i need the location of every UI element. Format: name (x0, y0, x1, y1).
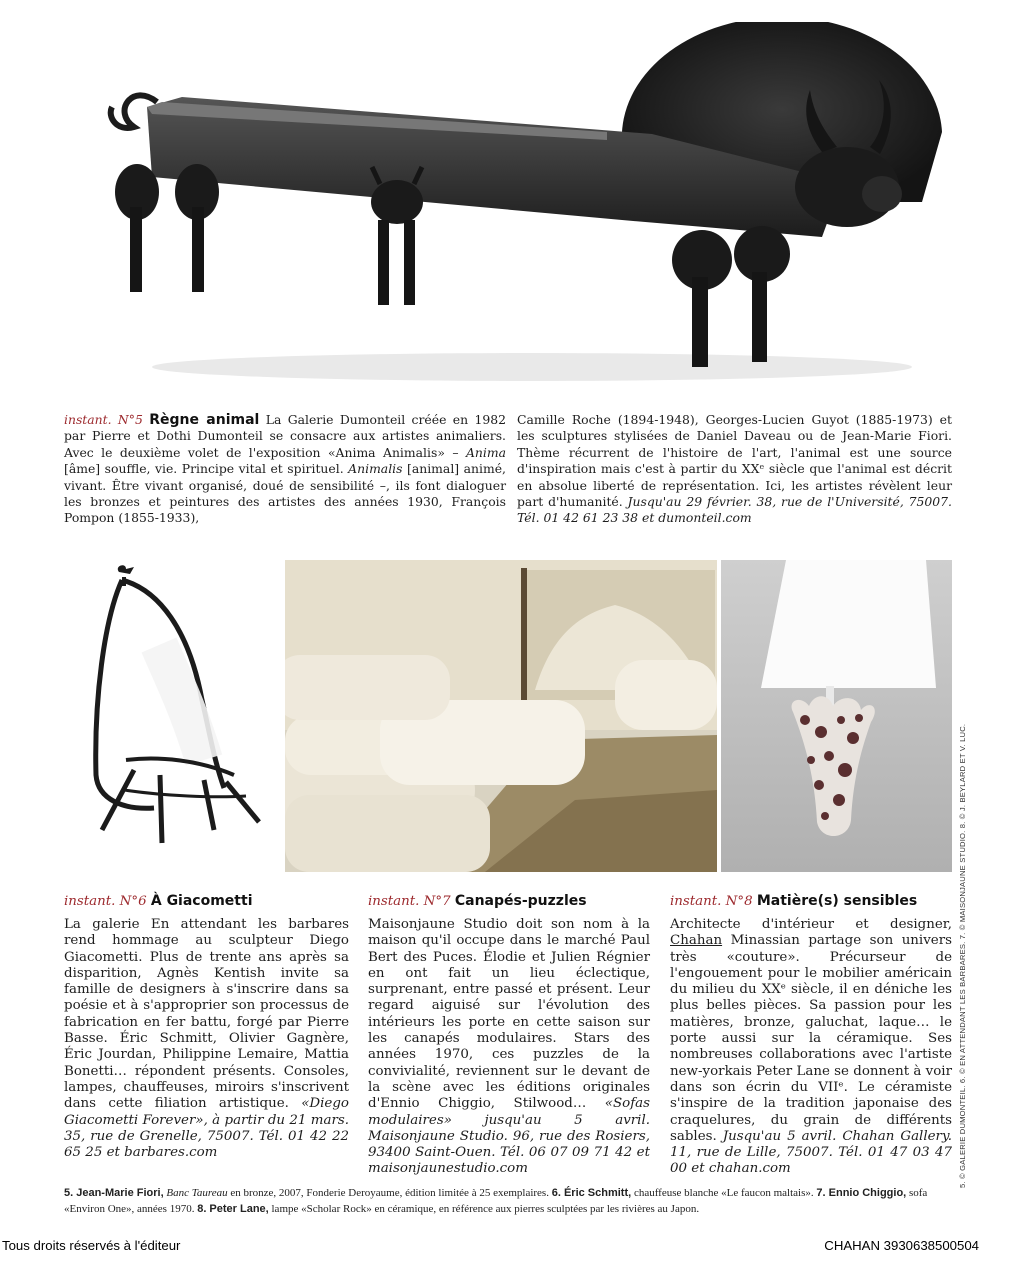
chahan-link[interactable]: Chahan (670, 933, 723, 949)
caption-7-name: 7. Ennio Chiggio, (816, 1187, 907, 1199)
caption-6-desc: chauffeuse blanche «Le faucon maltais». (633, 1187, 814, 1199)
section3-text: Maisonjaune Studio doit son nom à la maison qu'il occupe dans le marché Paul Bert des Puces. Élodie et Julien Régnier en ont fait un lieu éclectique, surprenant, entre passé et présent. Leur regard aiguisé sur l'évolution des intérieurs les porte en cette saison sur les canapés modulaires. Stars des années 1970, ces puzzles de la convivialité, reviennent sur le devant de la scène avec les éditions originales d'Ennio Chiggio, Stilwood… (368, 917, 650, 1112)
section4-info: Jusqu'au 5 avril. Chahan Gallery. 11, rue de Lille, 75007. Tél. 01 47 03 47 00 et chahan.com (670, 1128, 952, 1177)
section2-text: La galerie En attendant les barbares rend hommage au sculpteur Diego Giacometti. Plus de trente ans après sa disparition, Agnès Kentish invite sa famille de designers à s'inscrire dans sa poésie et à s'approprier son processus de fabrication en fer battu, forgé par Pierre Basse. Éric Schmitt, Olivier Gagnère, Éric Jourdan, Philippine Lemaire, Mattia Bonetti… répondent présents. Consoles, lampes, chauffeuses, miroirs s'inscrivent dans cette filiation artistique. (64, 917, 349, 1112)
caption-7-desc: sofa «Environ One», années 1970. (64, 1187, 928, 1215)
section2-body (64, 917, 349, 1161)
section1-text-b: [âme] souffle, vie. Principe vital et spirituel. (64, 461, 344, 477)
caption-8-desc: lampe «Scholar Rock» en céramique, en référence aux pierres sculptées par les rivières au Japon. (271, 1202, 700, 1215)
section1-text-a: La Galerie Dumonteil créée en 1982 par Pierre et Dothi Dumonteil se consacre aux artistes animaliers. Avec le deuxième volet de l'exposition «Anima Animalis» – (64, 412, 506, 460)
section1-info: Jusqu'au 29 février. 38, rue de l'Université, 75007. Tél. 01 42 61 23 38 et dumonteil.com (517, 494, 952, 526)
section4-body (670, 917, 952, 1178)
iron-chair-photo (64, 560, 282, 860)
caption-6-name: 6. Éric Schmitt, (551, 1187, 632, 1199)
caption-8-name: 8. Peter Lane, (197, 1202, 269, 1215)
section2-info: «Diego Giacometti Forever», à partir du 21 mars. 35, rue de Grenelle, 75007. Tél. 01 42 22 65 25 et barbares.com (64, 1096, 349, 1161)
bull-bench-photo (62, 22, 952, 402)
modular-sofa-photo (285, 560, 717, 872)
instant-label: instant. N°8 (670, 894, 753, 909)
section1-em-animalis: Animalis (348, 461, 403, 477)
section-title: À Giacometti (150, 893, 253, 909)
section1-col2 (517, 412, 952, 527)
section4-heading (670, 893, 917, 909)
instant-label: instant. N°5 (64, 412, 143, 427)
section3-info: «Sofas modulaires» jusqu'au 5 avril. Maisonjaune Studio. 96, rue des Rosiers, 93400 Saint-Ouen. Tél. 06 07 09 71 42 et maisonjaunestudio.com (368, 1096, 651, 1177)
instant-label: instant. N°6 (64, 894, 147, 909)
section3-heading (368, 893, 587, 909)
photo-credits: 5. © GALERIE DUMONTEIL. 6. © EN ATTENDANT LES BARBARES. 7. © MAISONJAUNE STUDIO. 8. © J. BEYLARD ET V. LUC. (958, 723, 967, 1188)
footer-id: CHAHAN 3930638500504 (824, 1238, 979, 1253)
section2-heading (64, 893, 253, 909)
footer-rights: Tous droits réservés à l'éditeur (2, 1238, 181, 1253)
caption-5-name: 5. Jean-Marie Fiori, (64, 1187, 164, 1199)
photo-captions (64, 1186, 954, 1217)
section4-text-pre: Architecte d'intérieur et designer, (670, 917, 952, 932)
section4-text: Minassian partage son univers très «couture». Précurseur de l'engouement pour le mobilier américain du milieu du XXᵉ siècle, il en déniche les plus belles pièces. Sa passion pour les matières, bronze, galuchat, laque… le porte aussi sur la céramique. Ses nombreuses collaborations avec l'artiste new-yorkais Peter Lane se donnent à voir dans son écrin du VIIᵉ. Le céramiste s'inspire de la tradition japonaise des craquelures, du grain de différents sables. (670, 933, 952, 1144)
caption-5-title: Banc Taureau (166, 1187, 228, 1199)
instant-label: instant. N°7 (368, 894, 451, 909)
section3-body (368, 917, 650, 1178)
section1-col1 (64, 412, 506, 527)
section-title: Canapés-puzzles (454, 893, 587, 909)
caption-5-desc: en bronze, 2007, Fonderie Deroyaume, édition limitée à 25 exemplaires. (230, 1187, 549, 1199)
section1-text-d: Camille Roche (1894-1948), Georges-Lucien Guyot (1885-1973) et les sculptures stylisées de Daniel Daveau ou de Jean-Marie Fiori. Thème récurrent de l'histoire de l'art, l'animal est une source d'inspiration mais c'est à partir du XXᵉ siècle que l'animal est décrit en absolue liberté de représentation. Ici, les artistes révèlent leur part d'humanité. (517, 412, 952, 510)
section1-em-anima: Anima (465, 444, 506, 460)
section1-text-c: [animal] animé, vivant. Être vivant organisé, doué de sensibilité –, ils font dialoguer les bronzes et peintures des artistes des années 1930, François Pompon (1855-1933), (64, 461, 506, 526)
section-title: Règne animal (149, 412, 260, 428)
ceramic-lamp-photo (721, 560, 952, 872)
section-title: Matière(s) sensibles (756, 893, 918, 909)
